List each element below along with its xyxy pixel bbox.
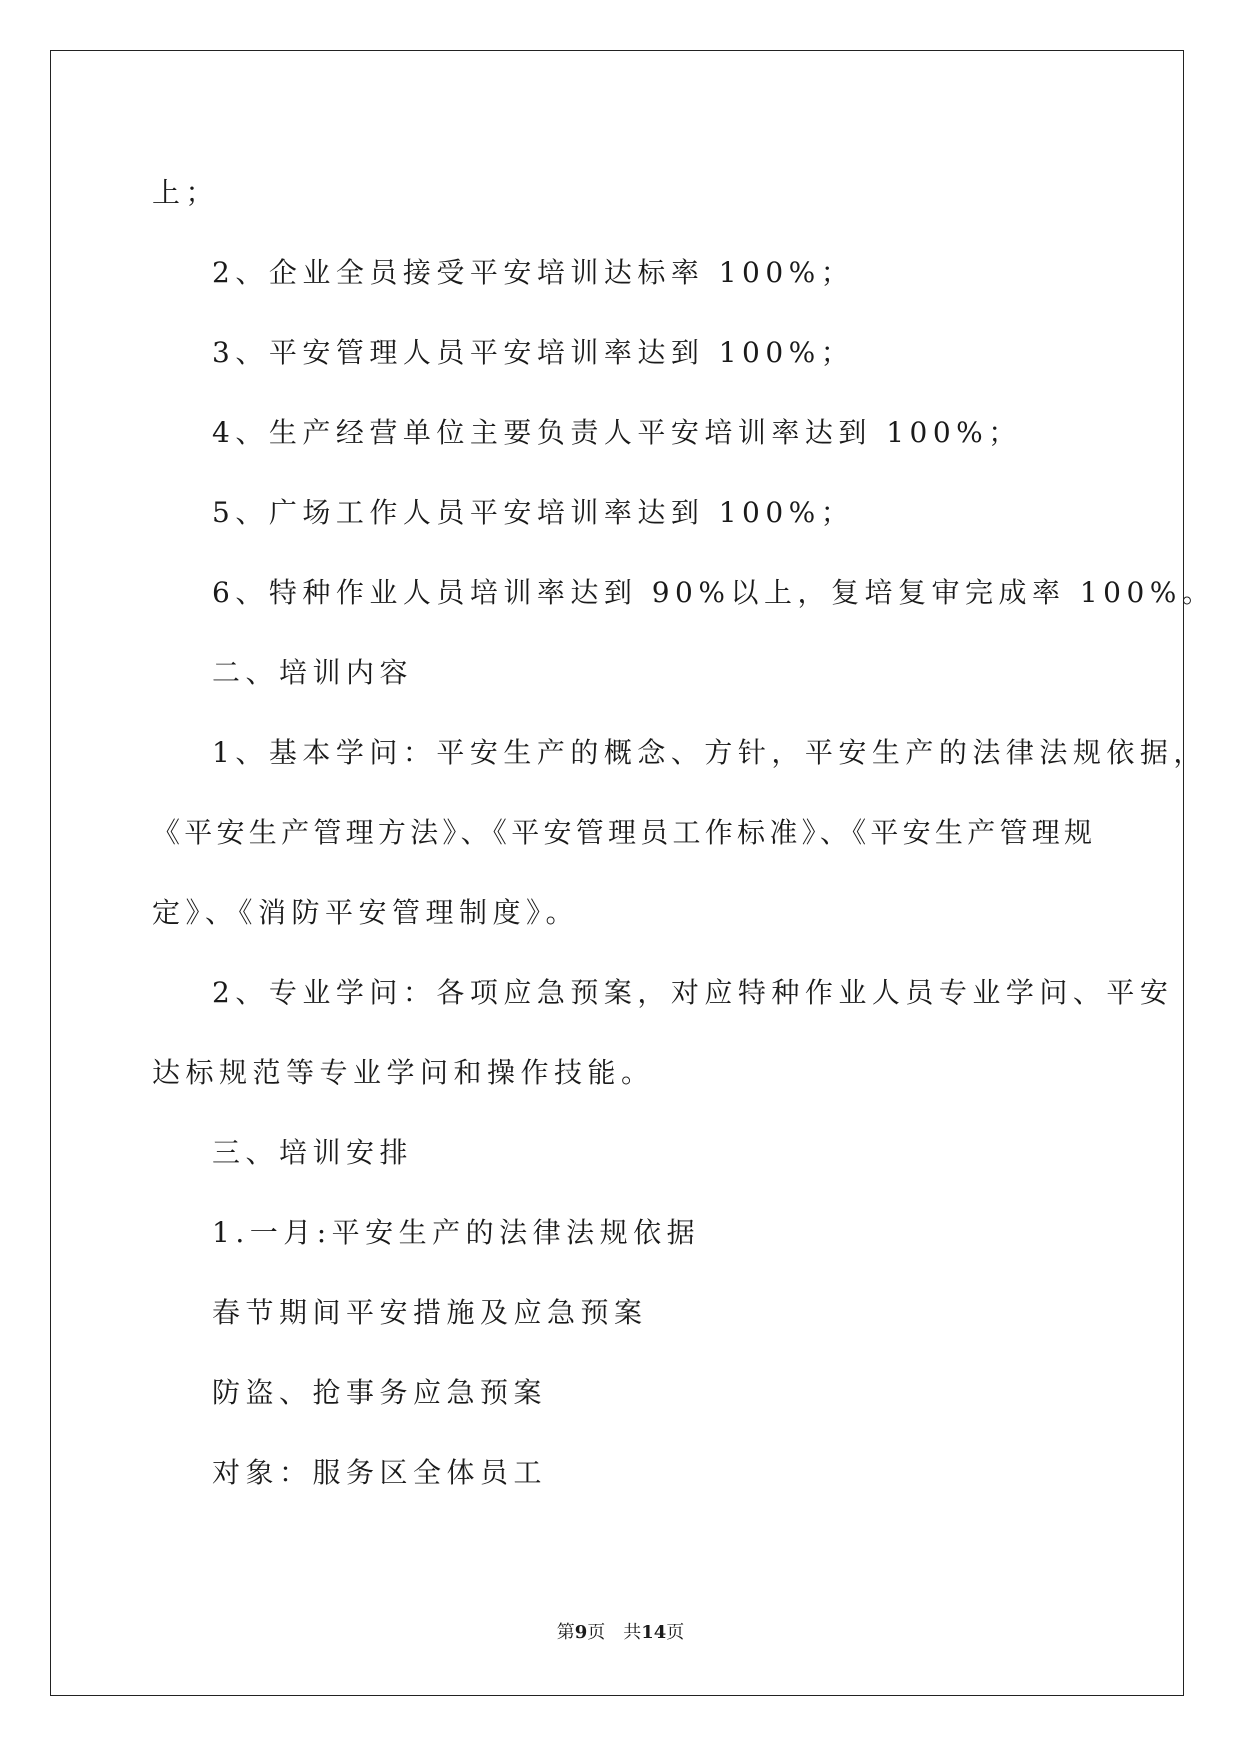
text-line: 1.一月:平安生产的法律法规依据: [212, 1216, 701, 1249]
section-heading: 二、培训内容: [212, 656, 414, 689]
page-footer: [0, 1618, 1241, 1644]
text-line: 春节期间平安措施及应急预案: [212, 1296, 648, 1329]
section-heading: 三、培训安排: [212, 1136, 414, 1169]
page-border: [50, 50, 1184, 1696]
text-line: 4、生产经营单位主要负责人平安培训率达到 100%；: [212, 416, 1022, 449]
text-line: 6、特种作业人员培训率达到 90%以上，复培复审完成率 100%。: [212, 576, 1216, 609]
current-page-number: 9: [574, 1622, 588, 1643]
text-line: 5、广场工作人员平安培训率达到 100%；: [212, 496, 855, 529]
text-line: 2、企业全员接受平安培训达标率 100%；: [212, 256, 855, 289]
text-line: 防盗、抢事务应急预案: [212, 1376, 548, 1409]
text-line: 定》、《消防平安管理制度》。: [152, 896, 580, 929]
footer-mid: 页 共: [587, 1622, 642, 1643]
total-page-number: 14: [641, 1622, 667, 1643]
text-line: 《平安生产管理方法》、《平安管理员工作标准》、《平安生产管理规: [152, 816, 1092, 849]
text-line: 上；: [152, 176, 220, 209]
text-line: 1、基本学问：平安生产的概念、方针，平安生产的法律法规依据，: [212, 736, 1207, 769]
text-line: 对象：服务区全体员工: [212, 1456, 548, 1489]
footer-prefix: 第: [556, 1622, 575, 1643]
footer-suffix: 页: [666, 1622, 685, 1643]
text-line: 达标规范等专业学问和操作技能。: [152, 1056, 655, 1089]
text-line: 2、专业学问：各项应急预案，对应特种作业人员专业学问、平安: [212, 976, 1174, 1009]
text-line: 3、平安管理人员平安培训率达到 100%；: [212, 336, 855, 369]
